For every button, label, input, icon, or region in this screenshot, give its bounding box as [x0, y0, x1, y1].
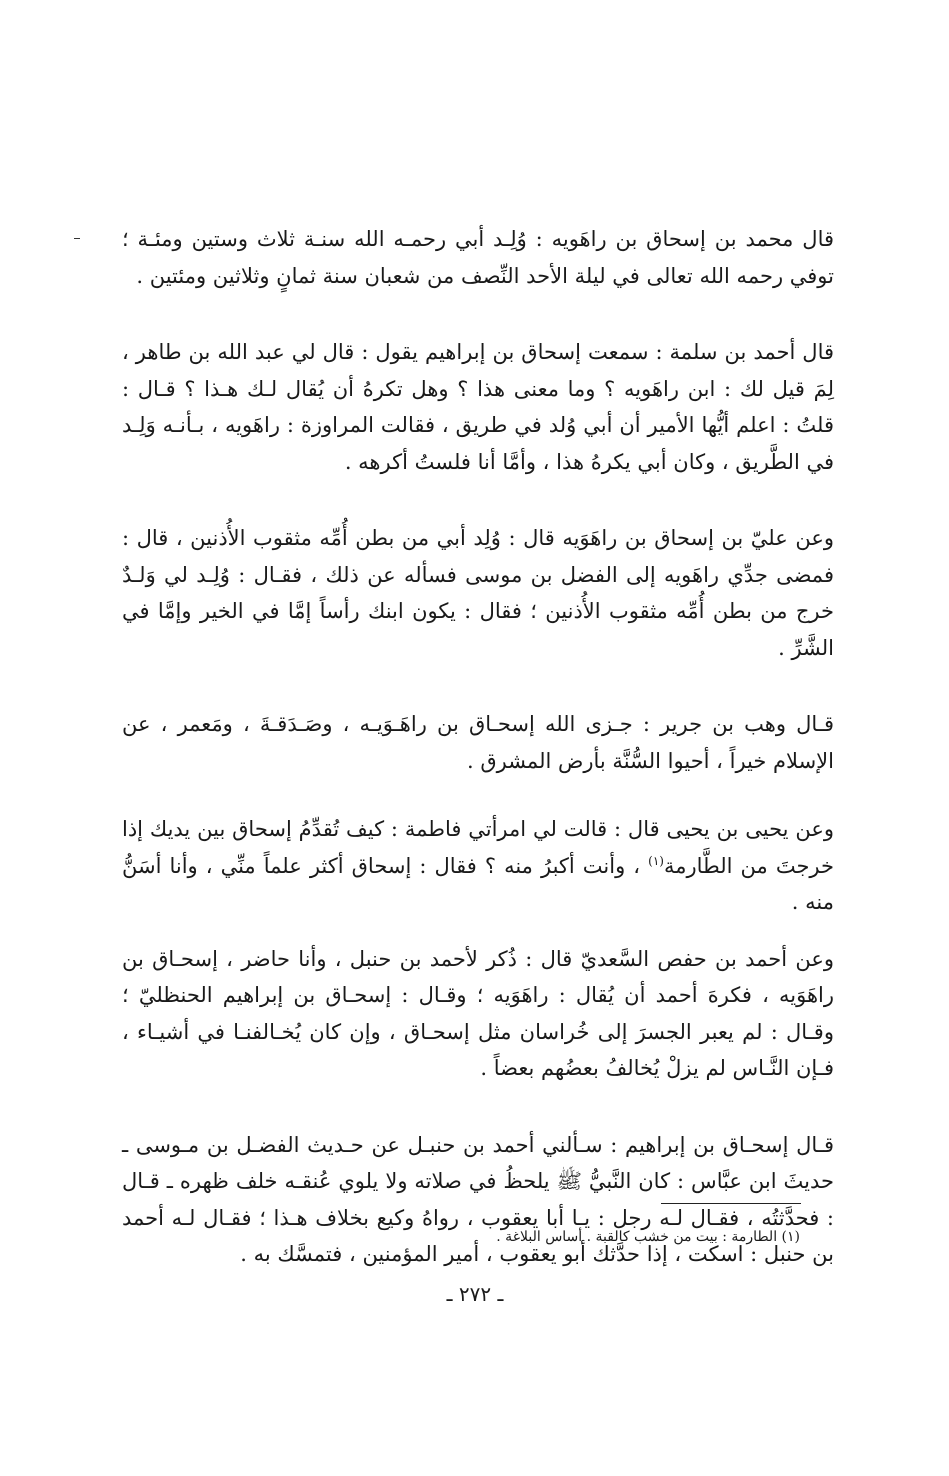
footnote-reference: (١) — [648, 853, 664, 868]
paragraph-6: وعن أحمد بن حفص السَّعديّ قال : ذُكر لأحمد بن حنبل ، وأنا حاضر ، إسحـاق بن راهَوَيه ، فكرهَ أحمد أن يُقال : راهَوَيه ؛ وقـال : إسحـاق بن إبراهيم الحنظليّ ؛ وقـال : لم يعبر الجسرَ إلى خُراسان مثل إسحـاق ، وإن كان يُخـالفنـا في أشيـاء ، فـإن النَّـاس لم يزلْ يُخالفُ بعضُهم بعضاً . — [122, 946, 834, 1080]
paragraph-4: قـال وهب بن جرير : جـزى الله إسحـاق بن راهَـوَيـه ، وصَـدَقـةَ ، ومَعمر ، عن الإسلام خيراً ، أحيوا السُّنَّة بأرض المشرق . — [122, 712, 834, 773]
main-text — [122, 221, 834, 1273]
paragraph-7: قـال إسحـاق بن إبراهيم : سـألني أحمد بن حنبـل عن حـديث الفضـل بن مـوسى ـ حديثَ ابن عبَّاس : كان النَّبيُّ ﷺ يلحظُ في صلاته ولا يلوي عُنقـه خلف ظهره ـ قـال : فحدَّثتُه ، فقـال لـه رجل : يـا أبا يعقوب ، رواهُ وكيع بخلاف هـذا ؛ فقـال لـه أحمد بن حنبل : اسكت ، إذا حدَّثك أبو يعقوب ، أمير المؤمنين ، فتمسَّك به . — [122, 1132, 834, 1266]
paragraph-1: قال محمد بن إسحاق بن راهَويه : وُلِـد أبي رحمـه الله سنـة ثلاث وستين ومئـة ؛ توفي رحمه الله تعالى في ليلة الأحد النِّصف من شعبان سنة ثمانٍ وثلاثين ومئتين . — [122, 227, 834, 288]
footnote: (١) الطارمة : بيت من خشب كالقبة . أساس البلاغة . — [496, 1229, 800, 1245]
footnote-separator — [661, 1203, 801, 1204]
margin-mark — [74, 238, 80, 239]
paragraph-5-tail: ، وأنت أكبرُ منه ؟ فقال : إسحاق أكثر علماً منِّي ، وأنا أسَنُّ منه . — [122, 853, 834, 914]
paragraph-2: قال أحمد بن سلمة : سمعت إسحاق بن إبراهيم يقول : قال لي عبد الله بن طاهر ، لِمَ قيل لك : ابن راهَويه ؟ وما معنى هذا ؟ وهل تكرهُ أن يُقال لـك هـذا ؟ قـال : قلتُ : اعلم أيُّها الأمير أن أبي وُلد في طريق ، فقالت المراوزة : راهَويه ، بـأنـه وَلِـد في الطَّريق ، وكان أبي يكرهُ هذا ، وأمَّا أنا فلستُ أكرهه . — [122, 340, 835, 474]
paragraph-3: وعن عليّ بن إسحاق بن راهَوَيه قال : وُلِد أبي من بطن أُمِّه مثقوب الأُذنين ، قال : فمضى جدِّي راهَويه إلى الفضل بن موسى فسأله عن ذلك ، فقـال : وُلِـد لي وَلـدٌ خرج من بطن أُمِّه مثقوب الأُذنين ؛ فقال : يكون ابنك رأساً إمَّا في الخير وإمَّا في الشَّرِّ . — [122, 526, 834, 660]
paragraph-5-text: وعن يحيى بن يحيى قال : قالت لي امرأتي فاطمة : كيف تُقدِّمُ إسحاق بين يديك إذا خرجتَ من الطَّارمة — [122, 817, 834, 878]
page-number: ـ ٢٧٢ ـ — [446, 1282, 504, 1306]
paragraph-5 — [122, 811, 834, 921]
